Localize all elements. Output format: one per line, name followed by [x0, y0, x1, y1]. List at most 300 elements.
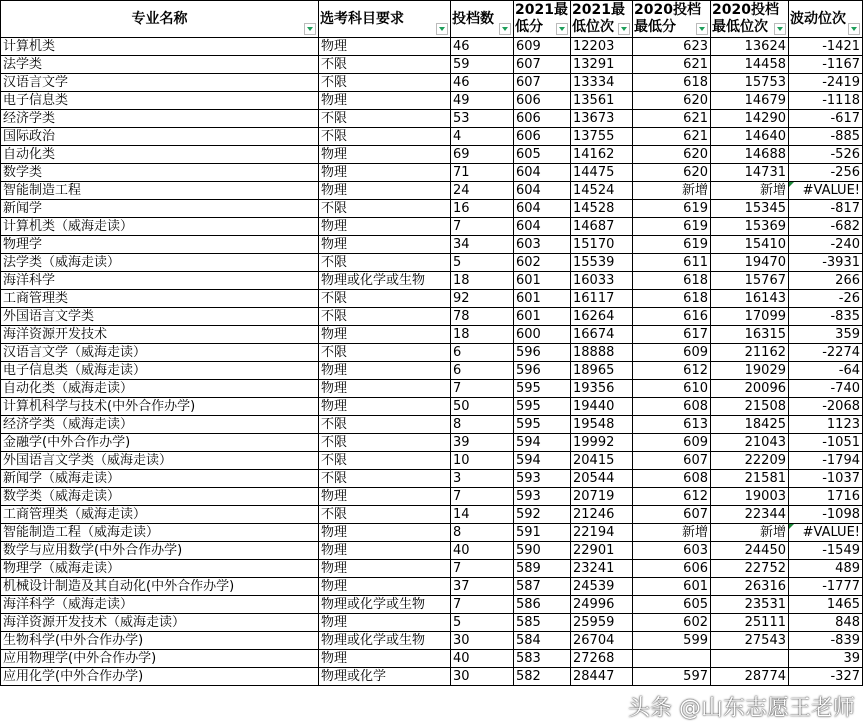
- cell[interactable]: 69: [451, 146, 514, 164]
- cell[interactable]: 601: [514, 290, 571, 308]
- cell[interactable]: 21508: [711, 398, 789, 416]
- cell[interactable]: 4: [451, 128, 514, 146]
- filter-dropdown-icon[interactable]: [556, 23, 568, 35]
- cell[interactable]: 24996: [571, 596, 633, 614]
- cell[interactable]: 609: [633, 344, 711, 362]
- cell[interactable]: 266: [789, 272, 863, 290]
- cell[interactable]: 15170: [571, 236, 633, 254]
- cell[interactable]: 15767: [711, 272, 789, 290]
- cell[interactable]: 物理或化学或生物: [319, 596, 451, 614]
- cell[interactable]: 13755: [571, 128, 633, 146]
- cell[interactable]: 22344: [711, 506, 789, 524]
- cell[interactable]: 应用物理学(中外合作办学): [1, 650, 319, 668]
- cell[interactable]: 新增: [711, 182, 789, 200]
- cell[interactable]: 16: [451, 200, 514, 218]
- cell[interactable]: 24539: [571, 578, 633, 596]
- cell[interactable]: 602: [514, 254, 571, 272]
- cell[interactable]: 不限: [319, 308, 451, 326]
- cell[interactable]: 物理: [319, 614, 451, 632]
- cell[interactable]: 物理: [319, 218, 451, 236]
- cell[interactable]: 603: [633, 542, 711, 560]
- cell[interactable]: 数学与应用数学(中外合作办学): [1, 542, 319, 560]
- cell[interactable]: 不限: [319, 74, 451, 92]
- cell[interactable]: 物理: [319, 182, 451, 200]
- cell[interactable]: 18: [451, 272, 514, 290]
- cell[interactable]: 物理: [319, 146, 451, 164]
- cell[interactable]: 智能制造工程: [1, 182, 319, 200]
- cell[interactable]: 不限: [319, 110, 451, 128]
- cell[interactable]: 3: [451, 470, 514, 488]
- cell[interactable]: 14688: [711, 146, 789, 164]
- cell[interactable]: 14: [451, 506, 514, 524]
- cell[interactable]: 593: [514, 470, 571, 488]
- cell[interactable]: 40: [451, 542, 514, 560]
- cell[interactable]: -526: [789, 146, 863, 164]
- cell[interactable]: 16264: [571, 308, 633, 326]
- cell[interactable]: 20096: [711, 380, 789, 398]
- cell[interactable]: 物理: [319, 362, 451, 380]
- cell[interactable]: 21162: [711, 344, 789, 362]
- cell[interactable]: 13291: [571, 56, 633, 74]
- cell[interactable]: 物理或化学: [319, 668, 451, 686]
- cell[interactable]: 592: [514, 506, 571, 524]
- cell[interactable]: 28774: [711, 668, 789, 686]
- filter-dropdown-icon[interactable]: [436, 23, 448, 35]
- cell[interactable]: 608: [633, 398, 711, 416]
- cell[interactable]: 359: [789, 326, 863, 344]
- cell[interactable]: -1167: [789, 56, 863, 74]
- cell[interactable]: 19470: [711, 254, 789, 272]
- cell[interactable]: 19356: [571, 380, 633, 398]
- cell[interactable]: 59: [451, 56, 514, 74]
- cell[interactable]: [633, 650, 711, 668]
- cell[interactable]: -617: [789, 110, 863, 128]
- cell[interactable]: 584: [514, 632, 571, 650]
- column-header-label: 波动位次: [790, 10, 846, 27]
- cell[interactable]: 605: [514, 146, 571, 164]
- cell[interactable]: 19003: [711, 488, 789, 506]
- cell[interactable]: 14679: [711, 92, 789, 110]
- cell[interactable]: 8: [451, 416, 514, 434]
- cell[interactable]: 49: [451, 92, 514, 110]
- cell[interactable]: 619: [633, 200, 711, 218]
- cell[interactable]: 新增: [633, 182, 711, 200]
- cell[interactable]: 数学类（威海走读）: [1, 488, 319, 506]
- cell[interactable]: 26704: [571, 632, 633, 650]
- cell[interactable]: 14640: [711, 128, 789, 146]
- cell[interactable]: 不限: [319, 200, 451, 218]
- cell[interactable]: 22209: [711, 452, 789, 470]
- cell[interactable]: 594: [514, 434, 571, 452]
- cell[interactable]: 19548: [571, 416, 633, 434]
- cell[interactable]: 606: [633, 560, 711, 578]
- cell[interactable]: [711, 650, 789, 668]
- cell[interactable]: 53: [451, 110, 514, 128]
- cell[interactable]: 物理: [319, 326, 451, 344]
- cell[interactable]: -2419: [789, 74, 863, 92]
- cell[interactable]: 经济学类: [1, 110, 319, 128]
- cell[interactable]: 50: [451, 398, 514, 416]
- cell[interactable]: 14687: [571, 218, 633, 236]
- cell[interactable]: 590: [514, 542, 571, 560]
- cell[interactable]: 600: [514, 326, 571, 344]
- cell[interactable]: 27268: [571, 650, 633, 668]
- cell[interactable]: 39: [451, 434, 514, 452]
- cell[interactable]: 不限: [319, 506, 451, 524]
- cell[interactable]: 法学类（威海走读）: [1, 254, 319, 272]
- cell[interactable]: 海洋资源开发技术: [1, 326, 319, 344]
- cell[interactable]: 78: [451, 308, 514, 326]
- cell[interactable]: 20719: [571, 488, 633, 506]
- cell[interactable]: 23531: [711, 596, 789, 614]
- cell[interactable]: 13561: [571, 92, 633, 110]
- cell[interactable]: 工商管理类: [1, 290, 319, 308]
- cell[interactable]: 621: [633, 128, 711, 146]
- cell[interactable]: 电子信息类（威海走读）: [1, 362, 319, 380]
- cell[interactable]: -1037: [789, 470, 863, 488]
- cell[interactable]: -1421: [789, 38, 863, 56]
- cell[interactable]: 40: [451, 650, 514, 668]
- cell[interactable]: 607: [514, 56, 571, 74]
- cell[interactable]: 27543: [711, 632, 789, 650]
- cell[interactable]: #VALUE!: [789, 182, 863, 200]
- cell[interactable]: -26: [789, 290, 863, 308]
- cell[interactable]: 不限: [319, 128, 451, 146]
- cell[interactable]: 589: [514, 560, 571, 578]
- cell[interactable]: 物理: [319, 578, 451, 596]
- cell[interactable]: 汉语言文学: [1, 74, 319, 92]
- cell[interactable]: 46: [451, 74, 514, 92]
- cell[interactable]: 595: [514, 398, 571, 416]
- cell[interactable]: 不限: [319, 470, 451, 488]
- cell[interactable]: 物理: [319, 92, 451, 110]
- cell[interactable]: 23241: [571, 560, 633, 578]
- cell[interactable]: 自动化类: [1, 146, 319, 164]
- cell[interactable]: 不限: [319, 254, 451, 272]
- cell[interactable]: 不限: [319, 452, 451, 470]
- cell[interactable]: 34: [451, 236, 514, 254]
- cell[interactable]: 18: [451, 326, 514, 344]
- cell[interactable]: 618: [633, 272, 711, 290]
- cell[interactable]: 620: [633, 146, 711, 164]
- cell[interactable]: 610: [633, 380, 711, 398]
- cell[interactable]: -2274: [789, 344, 863, 362]
- cell[interactable]: 物理: [319, 380, 451, 398]
- cell[interactable]: 5: [451, 254, 514, 272]
- cell[interactable]: 15369: [711, 218, 789, 236]
- cell[interactable]: 数学类: [1, 164, 319, 182]
- cell[interactable]: 1465: [789, 596, 863, 614]
- cell[interactable]: 21043: [711, 434, 789, 452]
- cell[interactable]: -885: [789, 128, 863, 146]
- cell[interactable]: 物理学（威海走读）: [1, 560, 319, 578]
- cell[interactable]: 607: [633, 452, 711, 470]
- cell[interactable]: 8: [451, 524, 514, 542]
- cell[interactable]: 24450: [711, 542, 789, 560]
- cell[interactable]: 智能制造工程（威海走读）: [1, 524, 319, 542]
- cell[interactable]: 611: [633, 254, 711, 272]
- cell[interactable]: 608: [633, 470, 711, 488]
- cell[interactable]: 71: [451, 164, 514, 182]
- cell[interactable]: 7: [451, 380, 514, 398]
- cell[interactable]: 593: [514, 488, 571, 506]
- column-header: [514, 1, 571, 38]
- filter-dropdown-icon[interactable]: [848, 23, 860, 35]
- cell[interactable]: -839: [789, 632, 863, 650]
- cell[interactable]: -835: [789, 308, 863, 326]
- cell[interactable]: 13673: [571, 110, 633, 128]
- cell[interactable]: -1794: [789, 452, 863, 470]
- cell[interactable]: 外国语言文学类: [1, 308, 319, 326]
- cell[interactable]: 物理: [319, 488, 451, 506]
- cell[interactable]: -817: [789, 200, 863, 218]
- cell[interactable]: -740: [789, 380, 863, 398]
- cell[interactable]: 618: [633, 290, 711, 308]
- cell[interactable]: 6: [451, 362, 514, 380]
- cell[interactable]: 609: [633, 434, 711, 452]
- cell[interactable]: 618: [633, 74, 711, 92]
- cell[interactable]: 7: [451, 488, 514, 506]
- cell[interactable]: 19992: [571, 434, 633, 452]
- cell[interactable]: 594: [514, 452, 571, 470]
- cell[interactable]: -1777: [789, 578, 863, 596]
- cell[interactable]: 620: [633, 164, 711, 182]
- cell[interactable]: 不限: [319, 290, 451, 308]
- cell[interactable]: 25959: [571, 614, 633, 632]
- cell[interactable]: 国际政治: [1, 128, 319, 146]
- cell[interactable]: 汉语言文学（威海走读）: [1, 344, 319, 362]
- cell[interactable]: 609: [514, 38, 571, 56]
- cell[interactable]: 621: [633, 56, 711, 74]
- cell[interactable]: 7: [451, 560, 514, 578]
- cell[interactable]: 海洋资源开发技术（威海走读）: [1, 614, 319, 632]
- cell[interactable]: -2068: [789, 398, 863, 416]
- cell[interactable]: 不限: [319, 416, 451, 434]
- cell[interactable]: 604: [514, 164, 571, 182]
- cell[interactable]: 583: [514, 650, 571, 668]
- filter-dropdown-icon[interactable]: [618, 23, 630, 35]
- cell[interactable]: 物理: [319, 560, 451, 578]
- cell[interactable]: 30: [451, 632, 514, 650]
- cell[interactable]: 14162: [571, 146, 633, 164]
- cell[interactable]: 不限: [319, 434, 451, 452]
- cell[interactable]: 848: [789, 614, 863, 632]
- cell[interactable]: 机械设计制造及其自动化(中外合作办学): [1, 578, 319, 596]
- cell[interactable]: 19440: [571, 398, 633, 416]
- cell[interactable]: 14475: [571, 164, 633, 182]
- cell[interactable]: 14290: [711, 110, 789, 128]
- cell[interactable]: 37: [451, 578, 514, 596]
- cell[interactable]: 601: [514, 308, 571, 326]
- header-row: [1, 1, 863, 38]
- cell[interactable]: 电子信息类: [1, 92, 319, 110]
- cell[interactable]: 591: [514, 524, 571, 542]
- cell[interactable]: 15539: [571, 254, 633, 272]
- cell[interactable]: 92: [451, 290, 514, 308]
- cell[interactable]: 18965: [571, 362, 633, 380]
- cell[interactable]: 不限: [319, 344, 451, 362]
- cell[interactable]: 不限: [319, 56, 451, 74]
- cell[interactable]: 606: [514, 92, 571, 110]
- cell[interactable]: 22901: [571, 542, 633, 560]
- cell[interactable]: 16674: [571, 326, 633, 344]
- cell[interactable]: 605: [633, 596, 711, 614]
- cell[interactable]: 616: [633, 308, 711, 326]
- cell[interactable]: 20415: [571, 452, 633, 470]
- cell[interactable]: 603: [514, 236, 571, 254]
- cell[interactable]: 新闻学（威海走读）: [1, 470, 319, 488]
- cell[interactable]: 6: [451, 344, 514, 362]
- cell[interactable]: -256: [789, 164, 863, 182]
- cell[interactable]: 12203: [571, 38, 633, 56]
- cell[interactable]: 新增: [711, 524, 789, 542]
- cell[interactable]: 物理: [319, 38, 451, 56]
- cell[interactable]: -1098: [789, 506, 863, 524]
- column-header: [1, 1, 319, 38]
- cell[interactable]: 19029: [711, 362, 789, 380]
- cell[interactable]: -3931: [789, 254, 863, 272]
- cell[interactable]: 612: [633, 488, 711, 506]
- cell[interactable]: 619: [633, 218, 711, 236]
- cell[interactable]: 7: [451, 596, 514, 614]
- cell[interactable]: 596: [514, 362, 571, 380]
- cell[interactable]: 597: [633, 668, 711, 686]
- cell[interactable]: 587: [514, 578, 571, 596]
- cell[interactable]: 16033: [571, 272, 633, 290]
- cell[interactable]: 596: [514, 344, 571, 362]
- filter-dropdown-icon[interactable]: [499, 23, 511, 35]
- cell[interactable]: 计算机类（威海走读）: [1, 218, 319, 236]
- cell[interactable]: 物理: [319, 542, 451, 560]
- cell[interactable]: 15753: [711, 74, 789, 92]
- cell[interactable]: #VALUE!: [789, 524, 863, 542]
- cell[interactable]: 16143: [711, 290, 789, 308]
- cell[interactable]: 物理或化学或生物: [319, 272, 451, 290]
- cell[interactable]: 604: [514, 182, 571, 200]
- cell[interactable]: 617: [633, 326, 711, 344]
- filter-dropdown-icon[interactable]: [774, 23, 786, 35]
- cell[interactable]: 14458: [711, 56, 789, 74]
- cell[interactable]: 16315: [711, 326, 789, 344]
- cell[interactable]: 606: [514, 110, 571, 128]
- cell[interactable]: 601: [633, 578, 711, 596]
- cell[interactable]: 15345: [711, 200, 789, 218]
- filter-dropdown-icon[interactable]: [696, 23, 708, 35]
- cell[interactable]: 620: [633, 92, 711, 110]
- cell[interactable]: 物理: [319, 164, 451, 182]
- cell[interactable]: 582: [514, 668, 571, 686]
- cell[interactable]: -1051: [789, 434, 863, 452]
- cell[interactable]: 585: [514, 614, 571, 632]
- cell[interactable]: 586: [514, 596, 571, 614]
- cell[interactable]: -240: [789, 236, 863, 254]
- cell[interactable]: 606: [514, 128, 571, 146]
- cell[interactable]: 物理: [319, 650, 451, 668]
- cell[interactable]: 计算机类: [1, 38, 319, 56]
- cell[interactable]: -327: [789, 668, 863, 686]
- cell[interactable]: 623: [633, 38, 711, 56]
- cell[interactable]: 612: [633, 362, 711, 380]
- cell[interactable]: 20544: [571, 470, 633, 488]
- cell[interactable]: 13624: [711, 38, 789, 56]
- cell[interactable]: 法学类: [1, 56, 319, 74]
- cell[interactable]: 物理: [319, 236, 451, 254]
- cell[interactable]: 39: [789, 650, 863, 668]
- cell[interactable]: 5: [451, 614, 514, 632]
- cell[interactable]: 1716: [789, 488, 863, 506]
- cell[interactable]: 30: [451, 668, 514, 686]
- cell[interactable]: 28447: [571, 668, 633, 686]
- cell[interactable]: 工商管理类（威海走读）: [1, 506, 319, 524]
- cell[interactable]: 613: [633, 416, 711, 434]
- cell[interactable]: 15410: [711, 236, 789, 254]
- cell[interactable]: 619: [633, 236, 711, 254]
- cell[interactable]: 16117: [571, 290, 633, 308]
- cell[interactable]: 外国语言文学类（威海走读）: [1, 452, 319, 470]
- cell[interactable]: 602: [633, 614, 711, 632]
- cell[interactable]: -1118: [789, 92, 863, 110]
- cell[interactable]: 计算机科学与技术(中外合作办学): [1, 398, 319, 416]
- cell[interactable]: 22194: [571, 524, 633, 542]
- cell[interactable]: -1549: [789, 542, 863, 560]
- cell[interactable]: 24: [451, 182, 514, 200]
- cell[interactable]: 25111: [711, 614, 789, 632]
- cell[interactable]: 14731: [711, 164, 789, 182]
- cell[interactable]: 新闻学: [1, 200, 319, 218]
- cell[interactable]: 经济学类（威海走读）: [1, 416, 319, 434]
- cell[interactable]: 599: [633, 632, 711, 650]
- cell[interactable]: 应用化学(中外合作办学): [1, 668, 319, 686]
- cell[interactable]: 1123: [789, 416, 863, 434]
- cell[interactable]: -682: [789, 218, 863, 236]
- cell[interactable]: 21246: [571, 506, 633, 524]
- cell[interactable]: 489: [789, 560, 863, 578]
- cell[interactable]: 14524: [571, 182, 633, 200]
- cell[interactable]: 自动化类（威海走读）: [1, 380, 319, 398]
- cell[interactable]: 21581: [711, 470, 789, 488]
- cell[interactable]: 621: [633, 110, 711, 128]
- cell[interactable]: 7: [451, 218, 514, 236]
- cell[interactable]: 新增: [633, 524, 711, 542]
- cell[interactable]: 13334: [571, 74, 633, 92]
- cell[interactable]: 601: [514, 272, 571, 290]
- cell[interactable]: 物理或化学或生物: [319, 632, 451, 650]
- cell[interactable]: 物理: [319, 398, 451, 416]
- cell[interactable]: 18888: [571, 344, 633, 362]
- cell[interactable]: 26316: [711, 578, 789, 596]
- cell[interactable]: 607: [514, 74, 571, 92]
- cell[interactable]: 17099: [711, 308, 789, 326]
- cell[interactable]: 595: [514, 416, 571, 434]
- cell[interactable]: 物理: [319, 524, 451, 542]
- cell[interactable]: 海洋科学: [1, 272, 319, 290]
- cell[interactable]: 金融学(中外合作办学): [1, 434, 319, 452]
- filter-dropdown-icon[interactable]: [304, 23, 316, 35]
- cell[interactable]: 14528: [571, 200, 633, 218]
- cell[interactable]: 604: [514, 218, 571, 236]
- cell[interactable]: 604: [514, 200, 571, 218]
- cell[interactable]: 海洋科学（威海走读）: [1, 596, 319, 614]
- cell[interactable]: 607: [633, 506, 711, 524]
- cell[interactable]: 595: [514, 380, 571, 398]
- cell[interactable]: 22752: [711, 560, 789, 578]
- cell[interactable]: 46: [451, 38, 514, 56]
- cell[interactable]: -64: [789, 362, 863, 380]
- cell[interactable]: 物理学: [1, 236, 319, 254]
- cell[interactable]: 生物科学(中外合作办学): [1, 632, 319, 650]
- cell[interactable]: 18425: [711, 416, 789, 434]
- cell[interactable]: 10: [451, 452, 514, 470]
